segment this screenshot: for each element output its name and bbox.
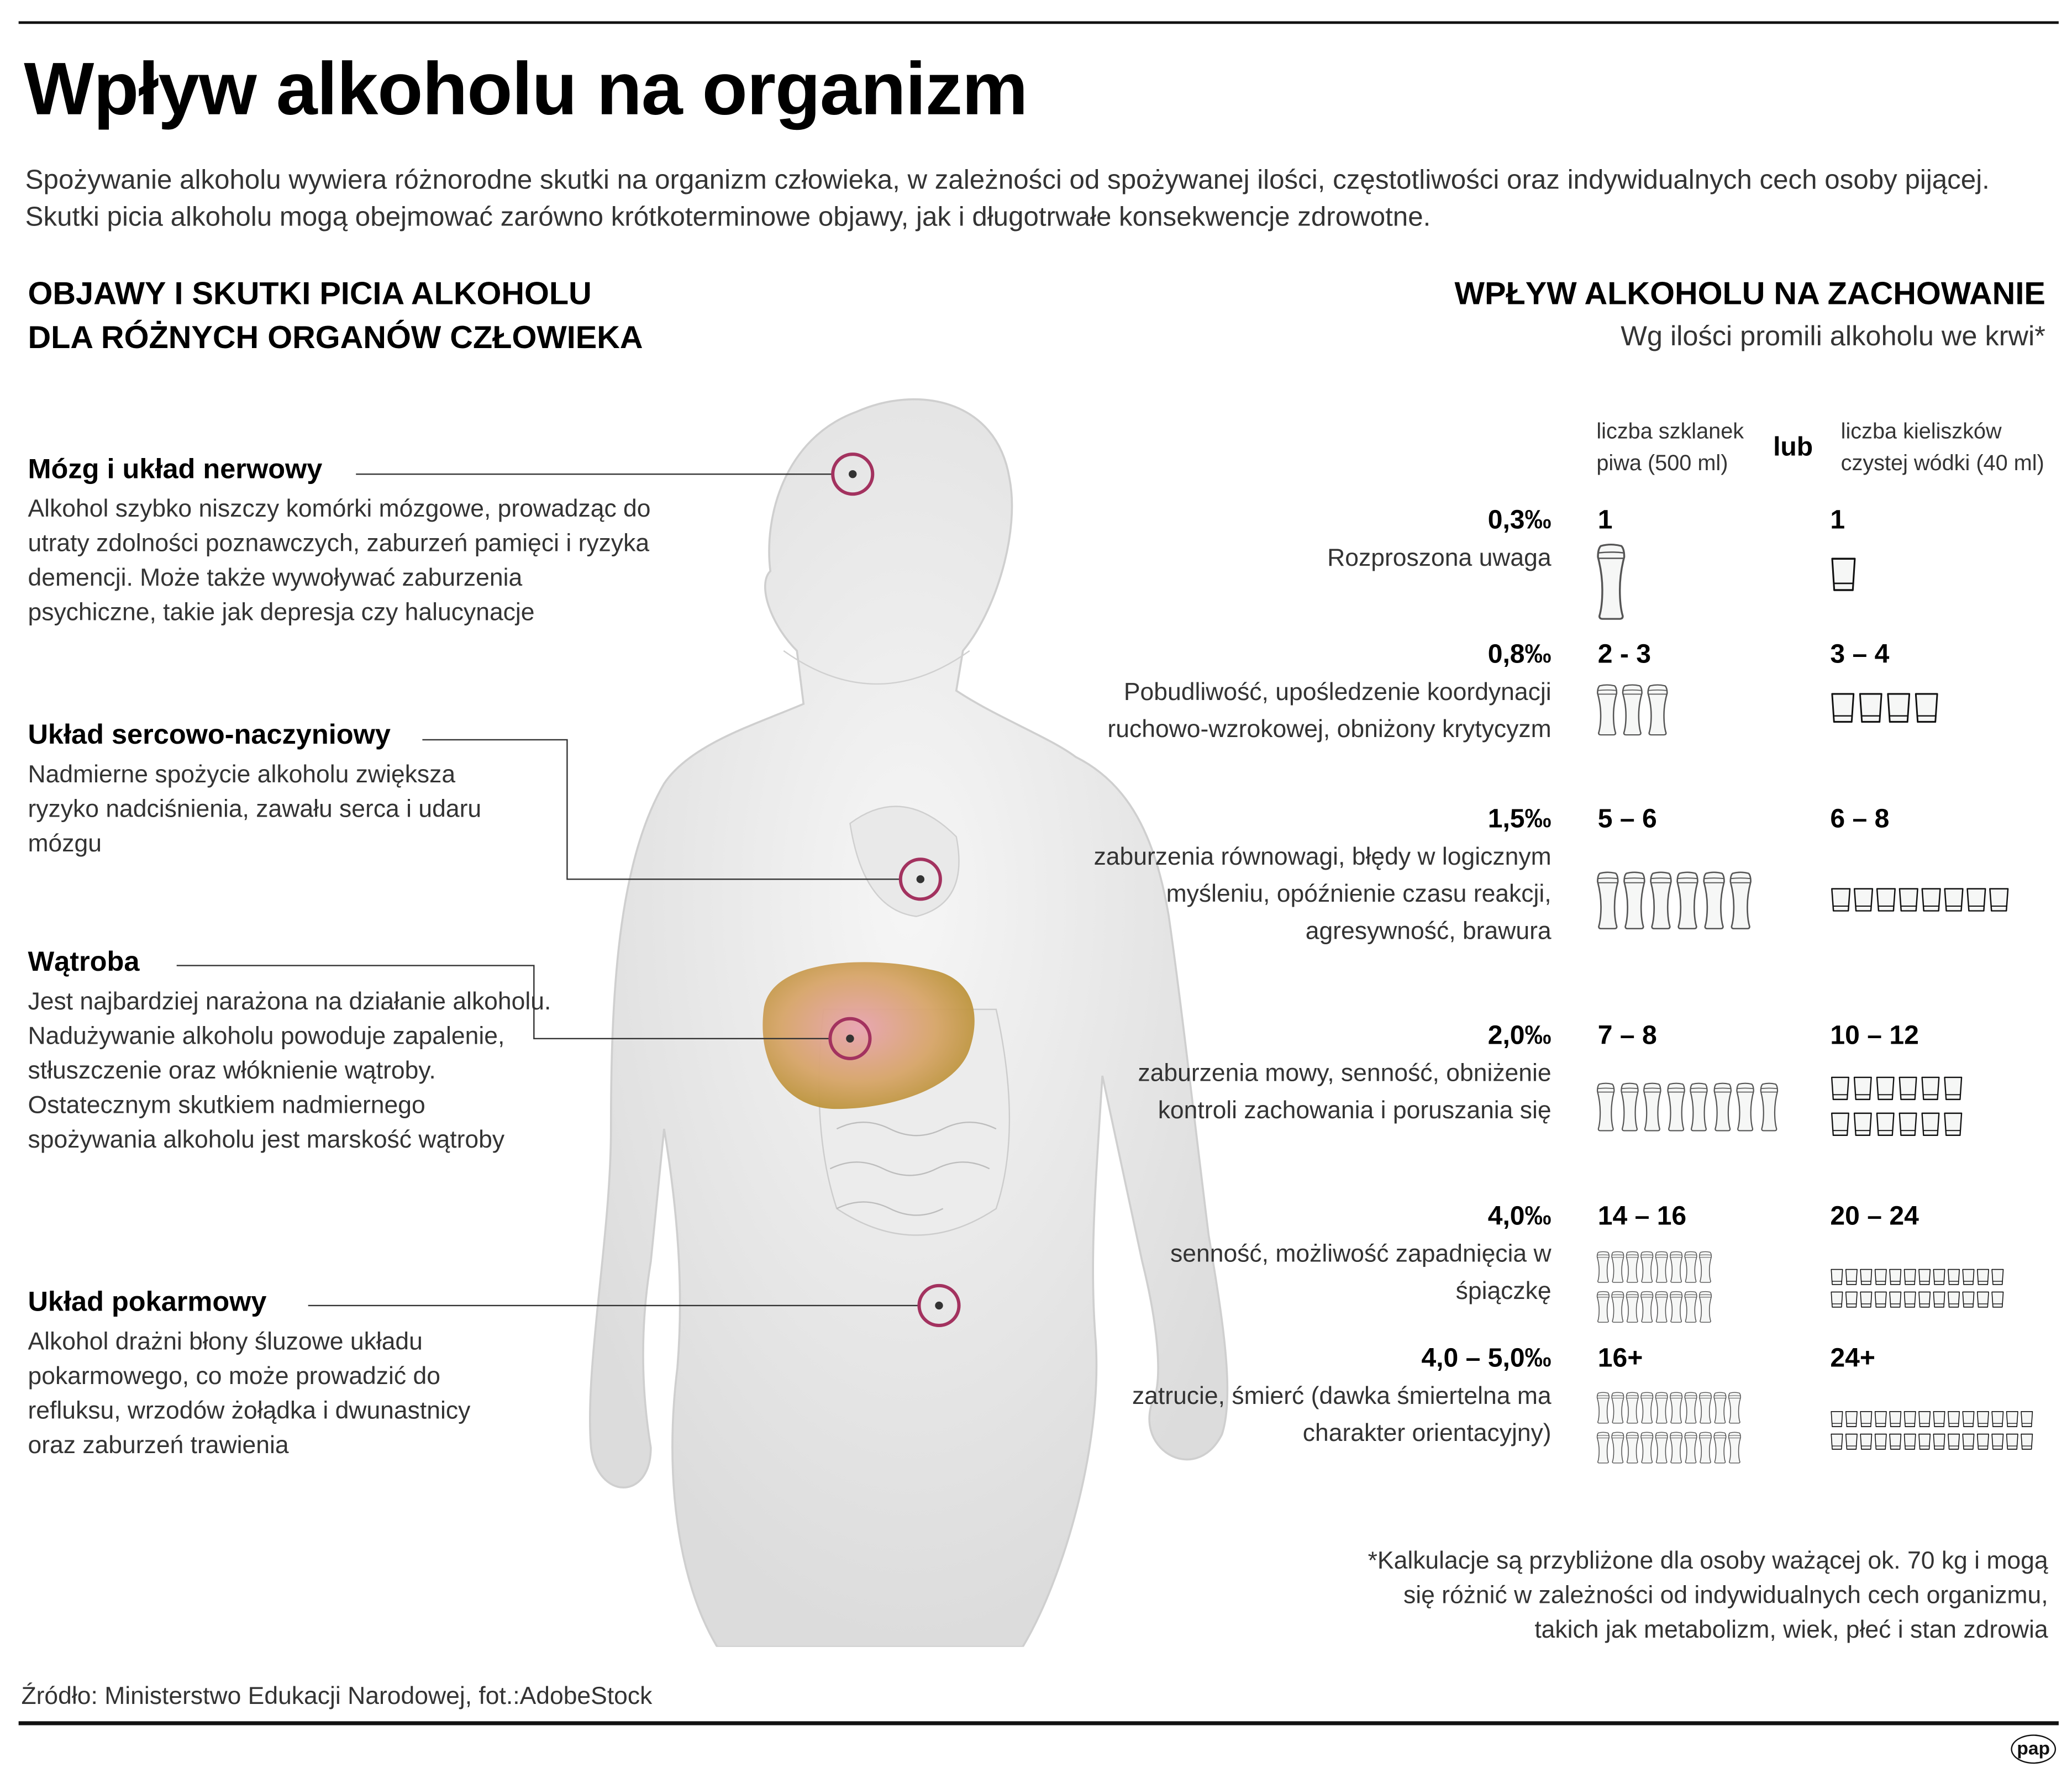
beer-glass-icon <box>1650 871 1673 930</box>
vodka-glasses-group <box>1830 556 1857 592</box>
effect-description: Rozproszona uwaga <box>1327 543 1552 571</box>
beer-glass-icon <box>1684 1392 1697 1424</box>
beer-glass-icon <box>1698 1432 1712 1464</box>
vodka-shot-icon <box>1943 1076 1963 1101</box>
vodka-shot-icon <box>1921 1112 1940 1137</box>
section-text-cardio: Nadmierne spożycie alkoholu zwiększa ryzyko nadciśnienia, zawału serca i udaru mózgu <box>28 759 482 857</box>
vodka-column-label: liczba kieliszków czystej wódki (40 ml) <box>1840 419 2044 476</box>
section-title-liver: Wątroba <box>28 946 140 978</box>
right-subtitle: Wg ilości promili alkoholu we krwi* <box>1621 321 2045 353</box>
beer-glass-icon <box>1729 871 1752 930</box>
vodka-shot-icon <box>1943 887 1964 913</box>
vodka-shot-icon <box>1845 1269 1858 1286</box>
vodka-shot-icon <box>1874 1433 1887 1450</box>
vodka-shot-icon <box>1914 692 1939 724</box>
beer-glass-icon <box>1596 543 1626 620</box>
beer-glasses-group <box>1596 684 1668 736</box>
vodka-shot-icon <box>1918 1433 1931 1450</box>
vodka-shot-icon <box>1875 887 1896 913</box>
bottom-rule <box>19 1721 2059 1724</box>
vodka-shot-icon <box>1947 1411 1960 1428</box>
vodka-shot-icon <box>1961 1433 1975 1450</box>
vodka-glasses-group <box>1830 1269 2004 1308</box>
vodka-shot-icon <box>1903 1433 1917 1450</box>
vodka-shot-icon <box>1875 1076 1895 1101</box>
beer-glass-icon <box>1713 1432 1727 1464</box>
beer-glass-icon <box>1655 1291 1668 1323</box>
beer-glass-icon <box>1640 1432 1654 1464</box>
beer-glass-icon <box>1596 684 1617 736</box>
beer-glass-icon <box>1596 871 1619 930</box>
beer-glass-icon <box>1728 1392 1741 1424</box>
vodka-glasses-group <box>1830 1411 2033 1450</box>
beer-glass-icon <box>1596 1432 1610 1464</box>
vodka-shot-icon <box>1976 1291 1990 1308</box>
effect-description: senność, możliwość zapadnięcia w śpiączkę <box>1170 1239 1552 1304</box>
beer-glass-icon <box>1647 684 1668 736</box>
beer-glass-icon <box>1655 1392 1668 1424</box>
vodka-shot-icon <box>2006 1411 2019 1428</box>
vodka-shot-icon <box>1859 1291 1873 1308</box>
section-text-liver: Jest najbardziej narażona na działanie alkoholu. Nadużywanie alkoholu powoduje zapalenie, stłuszczenie oraz włóknienie wątroby. Ostatecznym skutkiem nadmiernego spożywania alkoholu jest marskość wątroby <box>28 987 551 1153</box>
vodka-shot-icon <box>1859 1269 1873 1286</box>
vodka-shot-icon <box>1875 1112 1895 1137</box>
vodka-shot-icon <box>1903 1291 1917 1308</box>
beer-glass-icon <box>1684 1291 1697 1323</box>
vodka-shot-icon <box>1918 1291 1931 1308</box>
section-title-brain: Mózg i układ nerwowy <box>28 454 323 485</box>
vodka-shot-icon <box>1988 887 2009 913</box>
beer-column-label: liczba szklanek piwa (500 ml) <box>1596 419 1744 476</box>
vodka-shot-icon <box>1830 1112 1850 1137</box>
vodka-shot-icon <box>1898 887 1919 913</box>
beer-glass-icon <box>1736 1082 1755 1132</box>
vodka-shot-icon <box>1859 1433 1873 1450</box>
beer-count: 2 - 3 <box>1597 640 1651 670</box>
vodka-shot-icon <box>1966 887 1987 913</box>
beer-glass-icon <box>1655 1251 1668 1283</box>
vodka-shot-icon <box>1830 692 1855 724</box>
promille-value: 1,5‰ <box>1487 804 1552 834</box>
vodka-shot-icon <box>1991 1411 2004 1428</box>
vodka-shot-icon <box>1976 1433 1990 1450</box>
vodka-shot-icon <box>1889 1411 1902 1428</box>
vodka-count: 24+ <box>1830 1344 1876 1374</box>
vodka-shot-icon <box>1830 1076 1850 1101</box>
promille-value: 0,8‰ <box>1487 640 1552 670</box>
beer-glass-icon <box>1655 1432 1668 1464</box>
beer-glass-icon <box>1698 1251 1712 1283</box>
beer-glass-icon <box>1640 1291 1654 1323</box>
vodka-shot-icon <box>1889 1291 1902 1308</box>
beer-glass-icon <box>1626 1392 1639 1424</box>
vodka-shot-icon <box>1830 1269 1843 1286</box>
vodka-shot-icon <box>1830 556 1857 592</box>
beer-glass-icon <box>1596 1291 1610 1323</box>
beer-glass-icon <box>1713 1392 1727 1424</box>
beer-count: 16+ <box>1597 1344 1643 1374</box>
beer-glass-icon <box>1670 1432 1683 1464</box>
beer-glasses-group <box>1596 1392 1741 1464</box>
vodka-count: 1 <box>1830 506 1845 535</box>
vodka-shot-icon <box>2020 1433 2033 1450</box>
vodka-shot-icon <box>1874 1291 1887 1308</box>
vodka-shot-icon <box>1976 1411 1990 1428</box>
vodka-shot-icon <box>1830 1411 1843 1428</box>
vodka-shot-icon <box>1889 1433 1902 1450</box>
vodka-shot-icon <box>1845 1433 1858 1450</box>
beer-glass-icon <box>1698 1291 1712 1323</box>
vodka-shot-icon <box>1874 1411 1887 1428</box>
vodka-shot-icon <box>1933 1269 1946 1286</box>
vodka-glasses-group <box>1830 887 2010 913</box>
beer-count: 1 <box>1597 506 1613 535</box>
footnote: *Kalkulacje są przybliżone dla osoby ważącej ok. 70 kg i mogą się różnić w zależności od indywidualnych cech organizmu, takich jak metabolizm, wiek, płeć i stan zdrowia <box>1368 1546 2048 1643</box>
vodka-shot-icon <box>1886 692 1911 724</box>
vodka-shot-icon <box>1976 1269 1990 1286</box>
intro-text: Spożywanie alkoholu wywiera różnorodne skutki na organizm człowieka, w zależności od spożywanej ilości, częstotliwości oraz indywidualnych cech osoby pijącej. Skutki picia alkoholu mogą obejmować zarówno krótkoterminowe objawy, jak i długotrwałe konsekwencje zdrowotne. <box>25 165 1990 233</box>
beer-glass-icon <box>1640 1251 1654 1283</box>
vodka-shot-icon <box>1933 1291 1946 1308</box>
promille-value: 2,0‰ <box>1487 1021 1552 1051</box>
page-title: Wpływ alkoholu na organizm <box>24 46 1028 130</box>
beer-glass-icon <box>1596 1392 1610 1424</box>
vodka-shot-icon <box>1845 1291 1858 1308</box>
vodka-shot-icon <box>1921 1076 1940 1101</box>
vodka-shot-icon <box>1853 1112 1873 1137</box>
beer-glass-icon <box>1611 1392 1624 1424</box>
vodka-shot-icon <box>2006 1433 2019 1450</box>
beer-glass-icon <box>1759 1082 1778 1132</box>
vodka-glasses-group <box>1830 1076 1963 1137</box>
effect-description: zaburzenia mowy, senność, obniżenie kontroli zachowania i poruszania się <box>1138 1058 1552 1124</box>
beer-glass-icon <box>1690 1082 1708 1132</box>
vodka-shot-icon <box>1830 887 1851 913</box>
beer-glass-icon <box>1611 1251 1624 1283</box>
beer-glass-icon <box>1713 1082 1732 1132</box>
vodka-shot-icon <box>1898 1112 1918 1137</box>
left-heading-1: OBJAWY I SKUTKI PICIA ALKOHOLU <box>28 276 592 312</box>
right-heading: WPŁYW ALKOHOLU NA ZACHOWANIE <box>1454 276 2045 312</box>
beer-count: 5 – 6 <box>1597 804 1657 834</box>
section-text-digestive: Alkohol drażni błony śluzowe układu pokarmowego, co może prowadzić do refluksu, wrzodów żołądka i dwunastnicy oraz zaburzeń trawienia <box>28 1327 471 1459</box>
vodka-shot-icon <box>1961 1411 1975 1428</box>
beer-glass-icon <box>1728 1432 1741 1464</box>
vodka-shot-icon <box>1943 1112 1963 1137</box>
beer-glass-icon <box>1626 1432 1639 1464</box>
beer-glass-icon <box>1623 871 1645 930</box>
or-label: lub <box>1773 433 1813 462</box>
beer-glass-icon <box>1626 1251 1639 1283</box>
beer-glasses-group <box>1596 871 1752 930</box>
beer-glass-icon <box>1596 1251 1610 1283</box>
beer-count: 7 – 8 <box>1597 1021 1657 1051</box>
beer-glass-icon <box>1684 1432 1697 1464</box>
vodka-glasses-group <box>1830 692 1939 724</box>
vodka-shot-icon <box>1898 1076 1918 1101</box>
vodka-shot-icon <box>1889 1269 1902 1286</box>
vodka-shot-icon <box>1853 887 1874 913</box>
vodka-shot-icon <box>1933 1433 1946 1450</box>
beer-glass-icon <box>1703 871 1726 930</box>
beer-glass-icon <box>1666 1082 1685 1132</box>
vodka-shot-icon <box>1858 692 1884 724</box>
vodka-shot-icon <box>1859 1411 1873 1428</box>
beer-glass-icon <box>1640 1392 1654 1424</box>
vodka-shot-icon <box>2020 1411 2033 1428</box>
beer-glass-icon <box>1626 1291 1639 1323</box>
vodka-count: 3 – 4 <box>1830 640 1890 670</box>
vodka-count: 6 – 8 <box>1830 804 1890 834</box>
effect-description: zatrucie, śmierć (dawka śmiertelna ma charakter orientacyjny) <box>1132 1381 1552 1446</box>
vodka-shot-icon <box>1961 1291 1975 1308</box>
vodka-shot-icon <box>1947 1269 1960 1286</box>
beer-glass-icon <box>1596 1082 1615 1132</box>
vodka-shot-icon <box>1874 1269 1887 1286</box>
beer-count: 14 – 16 <box>1597 1202 1687 1232</box>
vodka-shot-icon <box>1961 1269 1975 1286</box>
beer-glass-icon <box>1611 1291 1624 1323</box>
section-title-cardio: Układ sercowo-naczyniowy <box>28 719 391 751</box>
left-heading-2: DLA RÓŻNYCH ORGANÓW CZŁOWIEKA <box>28 320 643 356</box>
vodka-shot-icon <box>1845 1411 1858 1428</box>
vodka-shot-icon <box>1991 1269 2004 1286</box>
beer-glass-icon <box>1684 1251 1697 1283</box>
beer-glass-icon <box>1619 1082 1638 1132</box>
vodka-shot-icon <box>1991 1433 2004 1450</box>
pap-logo: pap <box>2011 1734 2056 1764</box>
vodka-shot-icon <box>1853 1076 1873 1101</box>
beer-glasses-group <box>1596 543 1626 620</box>
beer-glass-icon <box>1611 1432 1624 1464</box>
vodka-shot-icon <box>1830 1433 1843 1450</box>
beer-glass-icon <box>1643 1082 1662 1132</box>
promille-value: 4,0 – 5,0‰ <box>1421 1344 1552 1374</box>
beer-glass-icon <box>1698 1392 1712 1424</box>
beer-glass-icon <box>1670 1251 1683 1283</box>
vodka-shot-icon <box>1921 887 1942 913</box>
beer-glass-icon <box>1676 871 1699 930</box>
source-text: Źródło: Ministerstwo Edukacji Narodowej, fot.:AdobeStock <box>21 1681 653 1709</box>
vodka-count: 20 – 24 <box>1830 1202 1919 1232</box>
promille-value: 4,0‰ <box>1487 1202 1552 1232</box>
effect-description: zaburzenia równowagi, błędy w logicznym myśleniu, opóźnienie czasu reakcji, agresywność, brawura <box>1093 842 1552 945</box>
vodka-shot-icon <box>1918 1269 1931 1286</box>
beer-glasses-group <box>1596 1251 1712 1323</box>
vodka-shot-icon <box>1903 1411 1917 1428</box>
vodka-shot-icon <box>1991 1291 2004 1308</box>
effect-description: Pobudliwość, upośledzenie koordynacji ruchowo-wzrokowej, obniżony krytycyzm <box>1107 677 1552 743</box>
beer-glass-icon <box>1670 1291 1683 1323</box>
section-title-digestive: Układ pokarmowy <box>28 1287 267 1318</box>
beer-glass-icon <box>1622 684 1643 736</box>
vodka-shot-icon <box>1947 1291 1960 1308</box>
vodka-shot-icon <box>1933 1411 1946 1428</box>
vodka-shot-icon <box>1918 1411 1931 1428</box>
vodka-shot-icon <box>1830 1291 1843 1308</box>
vodka-shot-icon <box>1947 1433 1960 1450</box>
beer-glass-icon <box>1670 1392 1683 1424</box>
vodka-count: 10 – 12 <box>1830 1021 1919 1051</box>
section-text-brain: Alkohol szybko niszczy komórki mózgowe, prowadząc do utraty zdolności poznawczych, zaburzeń pamięci i ryzyka demencji. Może także wywoływać zaburzenia psychiczne, takie jak depresja czy halucynacje <box>28 494 651 626</box>
beer-glasses-group <box>1596 1082 1777 1132</box>
vodka-shot-icon <box>1903 1269 1917 1286</box>
promille-value: 0,3‰ <box>1487 506 1552 535</box>
